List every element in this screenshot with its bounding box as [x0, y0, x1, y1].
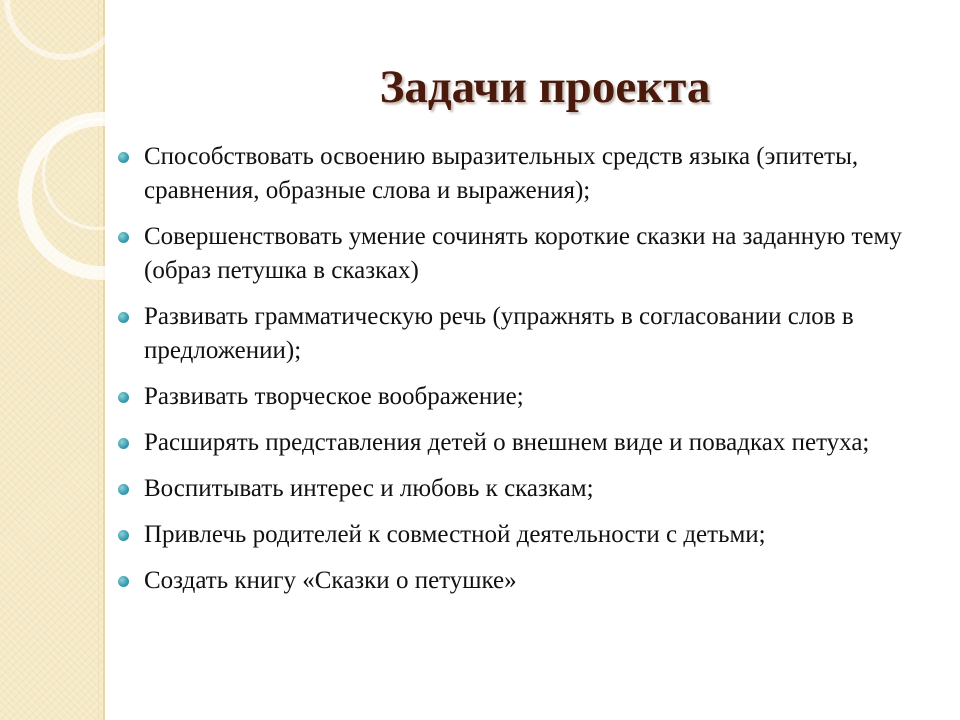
list-item	[116, 426, 946, 460]
decorative-side-band	[0, 0, 103, 720]
list-item	[116, 140, 946, 208]
task-list	[116, 140, 946, 610]
list-item-text: Развивать творческое воображение;	[144, 383, 524, 410]
list-item	[116, 380, 946, 414]
list-item	[116, 220, 946, 288]
slide-title: Задачи проекта	[379, 61, 711, 113]
bullet-dot-icon	[118, 312, 129, 323]
list-item-text: Способствовать освоению выразительных средств языка (эпитеты, сравнения, образные слова и выражения);	[144, 143, 859, 204]
bullet-dot-icon	[118, 438, 129, 449]
bullet-dot-icon	[118, 392, 129, 403]
list-item-text: Создать книгу «Сказки о петушке»	[144, 567, 517, 594]
list-item	[116, 300, 946, 368]
bullet-dot-icon	[118, 530, 129, 541]
list-item	[116, 564, 946, 598]
list-item	[116, 472, 946, 506]
list-item-text: Совершенствовать умение сочинять короткие сказки на заданную тему (образ петушка в сказках)	[144, 223, 902, 284]
band-divider-line	[98, 0, 99, 720]
bullet-dot-icon	[118, 232, 129, 243]
bullet-dot-icon	[118, 576, 129, 587]
list-item-text: Развивать грамматическую речь (упражнять в согласовании слов в предложении);	[144, 303, 854, 364]
bullet-dot-icon	[118, 152, 129, 163]
list-item-text: Воспитывать интерес и любовь к сказкам;	[144, 475, 594, 502]
list-item	[116, 518, 946, 552]
list-item-text: Привлечь родителей к совместной деятельности с детьми;	[144, 521, 766, 548]
bullet-dot-icon	[118, 484, 129, 495]
list-item-text: Расширять представления детей о внешнем виде и повадках петуха;	[144, 429, 870, 456]
band-edge-line	[103, 0, 105, 720]
